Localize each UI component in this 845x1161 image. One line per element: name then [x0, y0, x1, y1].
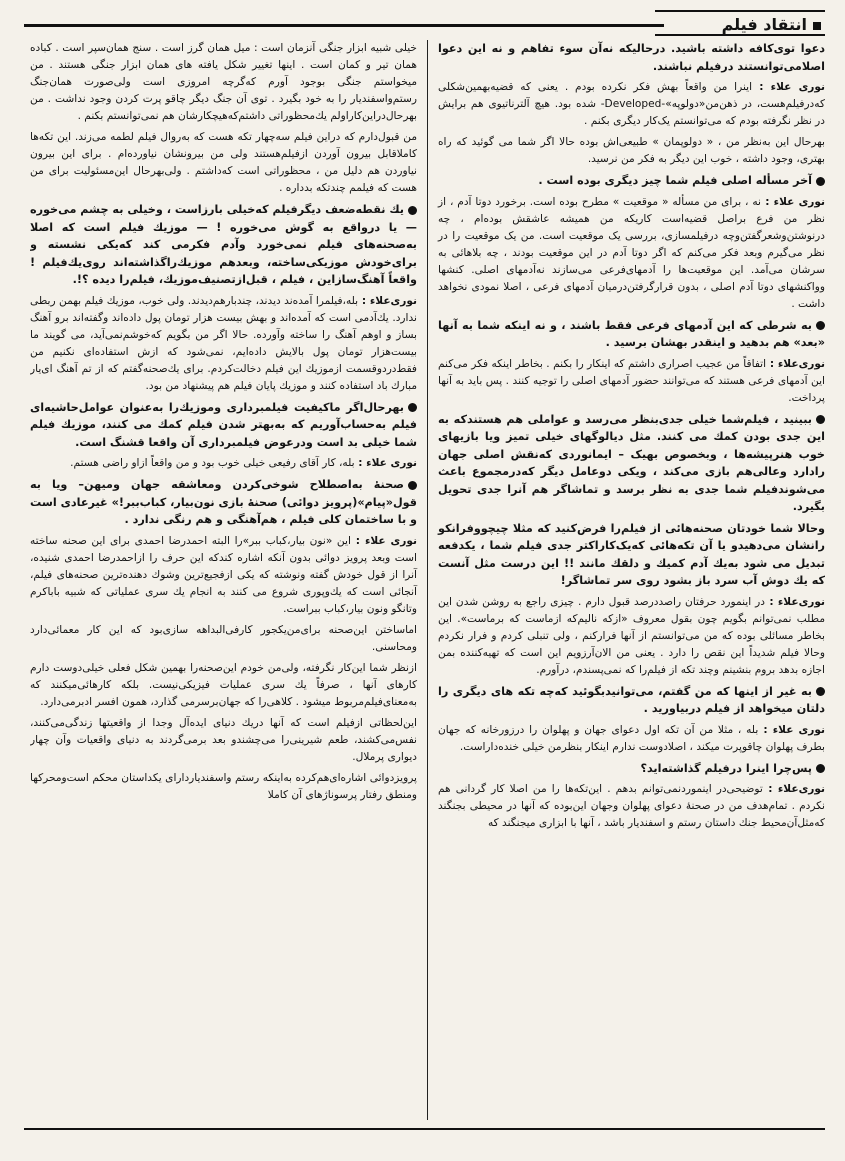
bullet-dot-icon	[816, 687, 825, 696]
speaker-name: نوری علاء :	[758, 723, 825, 736]
header-rule	[24, 24, 664, 27]
speaker-name: نوری‌علاء :	[766, 357, 825, 370]
paragraph	[30, 715, 417, 766]
paragraph-text: بهرحال این به‌نظر من ، « دولوپمان » طبیعی‌اش بوده حالا اگر شما می گوئید که راه بهتری، وجود داشته ، خوب این دیگر به فکر من نرسید.	[438, 136, 825, 165]
paragraph-text: خیلی شبیه ابزار جنگی آنزمان است : میل همان گرز است . سنج همان‌سپر است . کباده همان تیر و کمان است . اینها تغییر شکل یافته های همان ابزار جنگی هستند . من میخواستم جنگی بوجود آورم که‌گرچه امروزی است ولی‌صورت همان‌جنگ رستم‌واسفندیار را به خود بگیرد . توی آن جنگ دیگر چاقو پرت کردن وجود نداشت . من بهرحال‌دراین‌کاراولم یك‌محظوراتی داشتم‌که‌هیچکارشان هم نمی‌توانستم بکنم .	[30, 42, 417, 122]
bullet-dot-icon	[816, 321, 825, 330]
paragraph-text: اینرا من واقعاً بهش فکر نکرده بودم . یعنی که قضیه‌بهمین‌شکلی که‌درفیلم‌هست، در ذهن‌من‌«دولوپه»-Developed- شده بود. هیچ آلترناتیوی هم برایش در نظر نگرفته بودم که می‌توانستم یک‌کار دیگری بکنم .	[438, 81, 825, 127]
column-divider	[427, 40, 428, 1120]
interviewer-question	[438, 683, 825, 718]
paragraph-text: در اینمورد حرفتان راصددرصد قبول دارم . چیزی راجع به روشن شدن این مطلب نمی‌توانم بگویم چون بقول معروف «ازکه نالیم‌که ازماست که برماست». این بخاطر مسائلی بوده که من می‌توانستم از آنها فرارکنم ، ولی تنبلی کردم و فرار نکردم وحالا فیلم شدیداً این نقص را دارد . یعنی من الان‌آرزویم این است که تهیه‌کننده بمن اجازه بدهد بروم بنشینم وچند تکه از فیلم‌را که نمی‌پسندم، در‌آورم.	[438, 595, 825, 676]
bullet-dot-icon	[408, 206, 417, 215]
speaker-name: نوری علاء :	[354, 457, 417, 469]
section-title	[655, 10, 825, 36]
director-answer	[30, 455, 417, 472]
paragraph-text: این «نون بیار،کباب ببر»را البته احمدرضا احمدی برای این صحنه ساخته است وبعد پرویز دوائی بدون آنکه اشاره کندکه این حرف را ازاحمدرضا احمدی شنیده، آنرا از قول خودش گفته ونوشته که یکی ازفجیع‌ترین وشوك دهنده‌ترین صحنه‌های فیلم، آنجائی است که یك‌وپوری شروع می کنند به انجام یك سری عملیاتی که شبیه باباکرم وتانگو ونون بیار،کباب ببراست.	[30, 534, 417, 615]
paragraph-text: بهرحال‌اگر ماکیفیت فیلمبرداری وموزیك‌را به‌عنوان عوامل‌حاشیه‌ای فیلم به‌حساب‌آوریم که به‌بهتر شدن فیلم کمك می کنند، موزیك فیلم شما خیلی بد است ودرعوض فیلمبرداری آن واقعا قشنگ است.	[30, 400, 417, 449]
interviewer-question	[30, 201, 417, 289]
paragraph	[30, 40, 417, 125]
square-bullet-icon	[813, 22, 821, 30]
interviewer-question	[438, 40, 825, 75]
director-answer	[438, 722, 825, 756]
paragraph-text: اتفاقاً من عجیب اصراری داشتم که اینکار را بکنم . بخاطر اینکه فکر می‌کنم این آدمهای فرعی هستند که می‌توانند حضور آدمهای اصلی را توجیه کنند . پس باید به آنها پرداخت.	[438, 357, 825, 404]
bullet-dot-icon	[408, 481, 417, 490]
speaker-name: نوری علاء :	[761, 195, 825, 208]
paragraph-text: بله،فیلمرا آمده‌ند دیدند، چندبارهم‌دیدند. ولی خوب، موزیك فیلم بهمن ربطی ندارد. یك‌آدمی است که آمده‌اند و بهش بیست هزار تومان پول داده‌اند وگفته‌اند برو آهنگ بساز و اوهم آهنگ را ساخته وآورده. حالا اگر من بگویم که‌خوشم‌نمی‌آید، می گویند ما بیست‌هزار تومان پول بالایش داده‌ایم، نمی‌شود که ازش استفاده‌ای نکنیم من فقط‌دردوقسمت ازموزیك این فیلم دخالت‌کردم. برای یك‌صحنه‌گفتم که از تم آهنگ ای‌یار مبارك باد استفاده کنند و موزیك پایان فیلم هم پیشنهاد من بود.	[30, 294, 417, 392]
paragraph-text: به غیر از اینها که من گفتم، می‌توانیدبگوئید که‌چه تکه های دیگری را دلتان میخواهد از فیلم دربیاورید .	[438, 684, 825, 715]
paragraph-text: ازنظر شما این‌کار نگرفته، ولی‌من خودم این‌صحنه‌را بهمین شکل فعلی خیلی‌دوست دارم کارهای آنها ، صرفاً یك سری عملیات فیزیکی‌نیست. بلکه کارهائی‌میکنند که به‌معنای‌فیلم‌مربوط میشود . کلاهی‌را که جهان‌برسرمی گذارد، همون افسر اد‌برمی‌دارد.	[30, 661, 417, 708]
director-answer	[438, 781, 825, 832]
paragraph	[30, 622, 417, 656]
paragraph	[30, 770, 417, 804]
paragraph	[30, 129, 417, 197]
paragraph-text: بله ، مثلا من آن تکه اول دعوای جهان و پهلوان را درزورخانه که جهان بطرف پهلوان چاقوپرت میکند ، اصلادوست ندارم اینکار بنظرمن خیلی خنده‌داراست.	[438, 723, 825, 753]
paragraph-text: صحنهٔ به‌اصطلاح شوخی‌کردن ومعاشقه جهان ومیهن– ویا به قول«پیام»(پرویز دوائی) صحنهٔ بازی نون‌بیار، کباب‌ببر!» غیرعادی است و با ساختمان کلی فیلم ، هم‌آهنگی و هم رنگی ندارد .	[30, 478, 417, 526]
interviewer-question	[438, 520, 825, 590]
interviewer-question	[438, 411, 825, 516]
director-answer	[438, 79, 825, 130]
bullet-dot-icon	[816, 764, 825, 773]
director-answer	[438, 194, 825, 313]
paragraph-text: دعوا توی‌کافه داشته باشید. درحالیکه نه‌آن سوء تفاهم و نه این دعوا اصلا‌می‌توانستند درفیلم نباشند.	[438, 42, 825, 73]
paragraph-text: اما‌ساختن این‌صحنه برای‌من‌یکجور کارفی‌البداهه سازی‌بود که این کار معمائی‌دارد ومحاسنی.	[30, 623, 417, 653]
page-header	[24, 8, 825, 38]
paragraph-text: پرویزدوائی اشاره‌ای‌هم‌کرده به‌اینکه رستم واسفندیاردارای یکداستان محکم است‌ومحرکها ومنطق رفتار پرسوناژهای آن کاملا	[30, 771, 417, 801]
director-answer	[438, 356, 825, 407]
director-answer	[30, 533, 417, 618]
bullet-dot-icon	[816, 415, 825, 424]
interviewer-question	[30, 476, 417, 529]
right-column	[430, 40, 825, 1120]
speaker-name: نوری‌علاء :	[765, 595, 825, 608]
paragraph-text: توضیحی‌در اینمورد‌نمی‌توانم بدهم . این‌تکه‌ها را من اصلا کار گردانی هم نکردم . تمام‌هدف من در صحنهٔ دعوای پهلوان وجهان این‌بوده که آنها در محیطی بجنگند که‌مثل‌آن‌محیط جنك داستان رستم و اسفندیار باشد ، آنها با ابزاری میجنگند که	[438, 783, 825, 829]
paragraph-text: من قبول‌دارم که دراین فیلم سه‌چهار تکه هست که به‌روال فیلم لطمه می‌زند. این تکه‌ها کاملاقابل بیرون آوردن ازفیلم‌هستند ولی من بیرونشان نیاورده‌ام . برای این بیرون نیاوردن هم دلیل من ، محظوراتی است که‌داشتم . ولی‌بهرحال این‌مسئولیت برای من هست که فیلمم چندتکه بدداره .	[30, 131, 417, 194]
paragraph-text: یك نقطه‌ضعف دیگرفیلم که‌خیلی بارزاست ، وخیلی به چشم می‌خوره — یا درواقع به گوش می‌خوره ! — موزیك فیلم است که اصلا به‌صحنه‌های فیلم نمی‌خورد وآدم فکرمی کند که‌یکی نشسته و برای‌خودش موزیکی‌ساخته، وبعدهم موزیك‌را‌گذاشته‌اند روی‌یك‌فیلم ! واقعاً آهنگ‌سازاین ، فیلم ، قبل‌ازتصنیف‌موزیك، فیلم‌را دیده ؟!.	[30, 203, 417, 286]
paragraph-text: وحالا شما خودتان صحنه‌هائی از فیلم‌را فرض‌کنید که مثلا چیچو‌وفرانکو رانشان می‌دهیدو یا آن تکه‌هائی که‌یک‌کاراکتر جدی فیلم شما ، یکدفعه تبدیل می شود به‌یك آدم کمیك و دلقك مانند !! این درست مثل آنست که یك دوش آب سرد باز بشود روی سر تماشاگر!	[438, 521, 825, 587]
director-answer	[30, 293, 417, 395]
speaker-name: نوری‌علاء :	[358, 294, 417, 307]
interviewer-question	[438, 760, 825, 778]
left-column	[30, 40, 425, 1120]
interviewer-question	[438, 172, 825, 190]
paragraph-text: به شرطی که این آدمهای فرعی فقط باشند ، و نه اینکه شما به آنها «بعد» هم بدهید و اینقدر بهشان برسید .	[438, 318, 825, 349]
interviewer-question	[30, 399, 417, 452]
director-answer	[438, 594, 825, 679]
paragraph	[30, 660, 417, 711]
bullet-dot-icon	[408, 403, 417, 412]
paragraph-text: پس‌چرا اینرا درفیلم گذاشته‌اید؟	[640, 761, 812, 775]
paragraph-text: بله، کار آقای رفیعی خیلی خوب بود و من واقعاً ازاو راضی هستم.	[70, 457, 355, 469]
paragraph-text: این‌لحظاتی ازفیلم است که آنها دریك دنیای ایده‌آل وجدا از واقعیتها زندگی‌می‌کنند، نفس‌می‌کشند، طعم شیرینی‌را می‌چشندو بعد برمی‌گردند به دنیای واقعیات وآن چهار دیواری پرملال.	[30, 716, 417, 763]
section-title-text: انتقاد فیلم	[721, 15, 807, 34]
speaker-name: نوری علاء :	[752, 81, 825, 93]
paragraph-text: نه ، برای من مسأله « موقعیت » مطرح بوده است. برخورد دوتا آدم ، از نظر من فرع براصل قضیه‌است کاریکه من همیشه عاشقش بوده‌ام ، چه درنوشتن‌وشعرگفتن‌وچه درفیلمسازی، بررسی یک موقعیت است. من یک موقعیت را در نظر می‌گیرم وبعد فکر می‌کنم که اگر دوتا آدم در این موقعیت بودند ، چه بلاهائی به سرشان می‌آمد. این موقعیت‌ها را آدمهای‌فرعی می‌سازند نه‌آدمهای اصلی. کنشها وواکنشهای دوتا آدم اصلی ، بدون قرارگرفتن‌درمیان آدمهای فرعی ، اصلا نمودی نخواهد داشت .	[438, 195, 825, 310]
speaker-name: نوری‌علاء :	[762, 783, 825, 795]
footer-rule	[24, 1128, 825, 1130]
interviewer-question	[438, 317, 825, 352]
bullet-dot-icon	[816, 177, 825, 186]
speaker-name: نوری علاء :	[350, 534, 417, 547]
article-columns	[24, 40, 825, 1120]
paragraph-text: آخر مسأله اصلی فیلم شما چیز دیگری بوده است .	[538, 174, 812, 187]
paragraph-text: ببینید ، فیلم‌شما خیلی جدی‌بنظر می‌رسد و عواملی هم هستندکه به این جدی بودن کمك می کنند. مثل دیالوگهای خیلی تمیز ویا بازیهای خوب هنرپیشه‌ها ، وبخصوص بهیک – ایمانوردی که‌نقش اصلی جهان رادارد وعالی‌هم بازی می‌کند ، ویکی دوعامل دیگر که‌درمجموع باعث می‌شوندفیلم شما جدی به نظر برسد و تماشاگر هم آنرا جدی تحویل بگیرد.	[438, 412, 825, 513]
paragraph	[438, 134, 825, 168]
